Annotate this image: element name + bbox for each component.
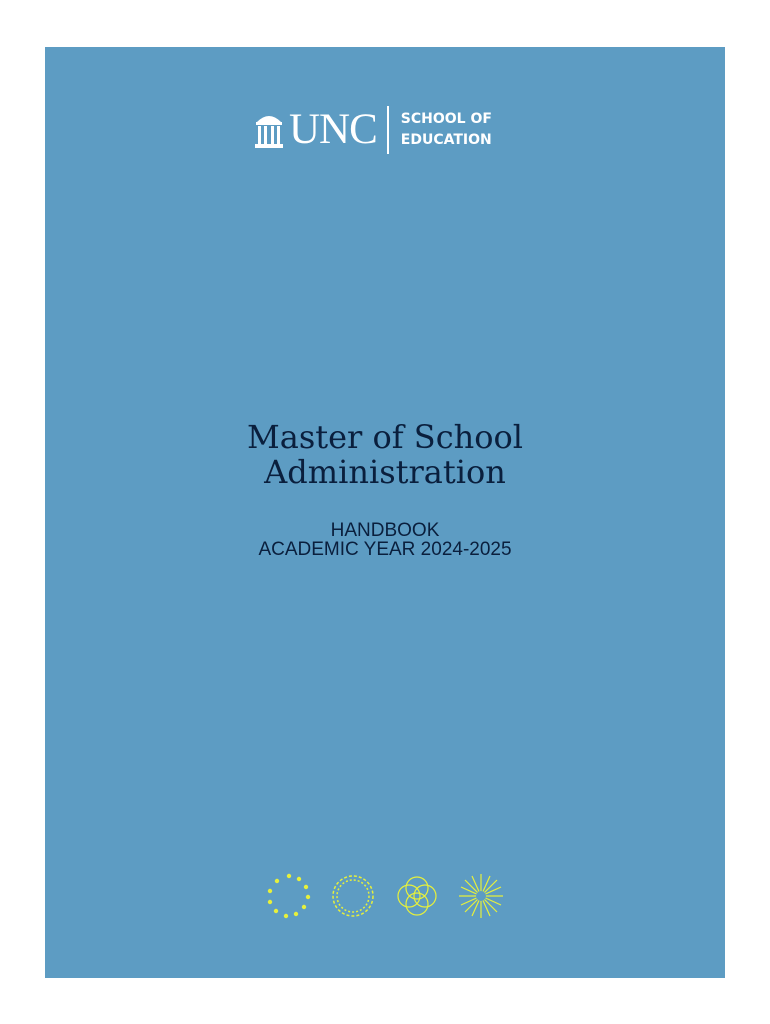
title-line1: Master of School xyxy=(246,418,524,456)
title-line2: Administration xyxy=(264,453,506,491)
school-name xyxy=(401,109,492,151)
school-name-line1: SCHOOL OF xyxy=(400,111,492,127)
unc-school-of-education-logo xyxy=(255,105,492,155)
old-well-icon xyxy=(255,110,283,150)
unc-wordmark: UNC xyxy=(289,106,377,153)
laurel-wreath-icon xyxy=(329,872,377,920)
subtitle-line1: HANDBOOK xyxy=(330,520,440,541)
school-name-line2: EDUCATION xyxy=(400,132,492,148)
dot-circle-icon xyxy=(265,872,313,920)
interlocking-rings-icon xyxy=(393,872,441,920)
sunburst-icon xyxy=(457,872,505,920)
cover-page xyxy=(45,47,725,978)
document-subtitle xyxy=(45,521,725,559)
logo-divider xyxy=(387,106,389,154)
subtitle-line2: ACADEMIC YEAR 2024-2025 xyxy=(258,539,512,560)
document-title xyxy=(45,420,725,490)
decorative-icons xyxy=(265,872,505,922)
